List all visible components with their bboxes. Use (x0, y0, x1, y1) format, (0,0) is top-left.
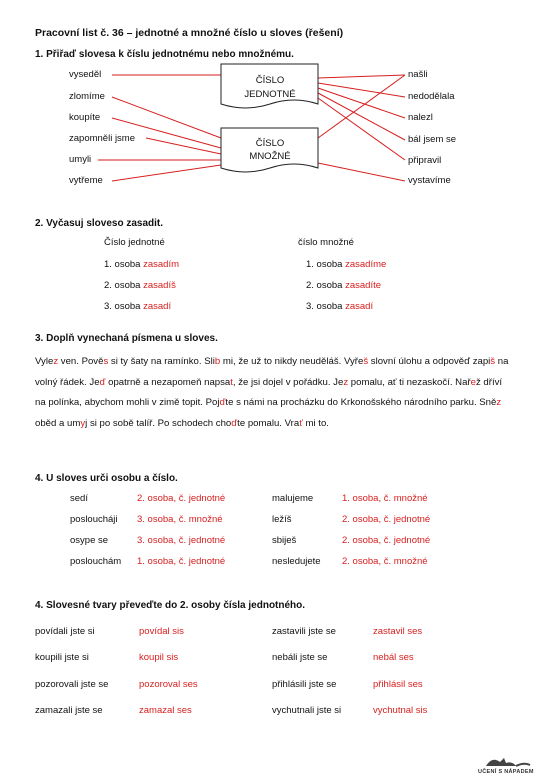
verb: sbiješ (272, 535, 297, 546)
line-nasli (318, 75, 405, 78)
right-verb: nalezl (408, 112, 433, 123)
answer: povídal sis (139, 626, 184, 637)
paragraph-text: ven. Pově (58, 356, 104, 367)
paragraph-text: slovní úlohu a odpověď zapi (368, 356, 491, 367)
filled-letter: e (470, 376, 476, 388)
paragraph-text: ž dříví na polínka, abychom mohli v zimě topit. Poj (35, 376, 503, 408)
conj-row: 1. osoba zasadíme (306, 259, 387, 270)
verb: nesledujete (272, 556, 321, 567)
left-verb: zapomněli jsme (69, 133, 135, 144)
answer: pozoroval ses (139, 679, 198, 690)
filled-letter: z (53, 356, 59, 367)
filled-letter: š (490, 356, 496, 367)
answer: 1. osoba, č. množné (342, 493, 428, 504)
conj-row: 3. osoba zasadí (104, 301, 172, 312)
filled-letter: ď (99, 376, 106, 388)
answer: 2. osoba, č. množné (342, 556, 428, 567)
plural-header: číslo množné (298, 237, 354, 248)
answer: koupil sis (139, 652, 179, 663)
line-nedodelala (318, 83, 405, 97)
answer: zamazal ses (139, 705, 192, 716)
paragraph-text: pomalu, ať ti nezaskočí. Nař (348, 376, 471, 388)
right-verb: připravil (408, 155, 442, 166)
filled-letter: y (80, 417, 86, 429)
verb: zamazali jste se (35, 705, 103, 716)
filled-letter: š (363, 356, 369, 367)
verb: přihlásili jste se (272, 679, 337, 690)
left-verb: koupíte (69, 112, 101, 123)
line-bal (318, 93, 405, 140)
right-verb: nedodělala (408, 91, 455, 102)
paragraph-text: si ty šaty na ramínko. Sli (108, 356, 215, 367)
filled-letter: t (230, 376, 233, 388)
answer: 1. osoba, č. jednotné (137, 556, 226, 567)
verb: povídali jste si (35, 626, 95, 637)
logo-text: UČENÍ S NÁPADEM (478, 769, 534, 775)
filled-letter: z (343, 376, 349, 388)
filled-letter: ď (219, 397, 226, 408)
logo (478, 752, 538, 778)
answer: zastavil ses (373, 626, 423, 637)
exercise-5-heading: 4. Slovesné tvary převeďte do 2. osoby čísla jednotného. (35, 600, 306, 611)
filled-letter: z (496, 397, 502, 408)
verb: osype se (70, 535, 109, 546)
answer: 2. osoba, č. jednotné (137, 493, 226, 504)
exercise-2-heading: 2. Vyčasuj sloveso zasadit. (35, 218, 164, 229)
conj-row: 3. osoba zasadí (306, 301, 374, 312)
singular-box (221, 64, 318, 108)
left-verb: vytřeme (69, 175, 103, 186)
right-verb: vystavíme (408, 175, 451, 186)
answer: 2. osoba, č. jednotné (342, 535, 431, 546)
verb: zastavili jste se (272, 626, 336, 637)
answer: zasadíš (143, 280, 176, 291)
answer: zasadí (345, 301, 374, 312)
filled-letter: ť (299, 417, 303, 429)
right-verb: bál jsem se (408, 134, 457, 145)
conj-row: 2. osoba zasadíte (306, 280, 382, 291)
verb: vychutnali jste si (272, 705, 342, 716)
answer: vychutnal sis (373, 705, 428, 716)
verb: ležíš (272, 514, 292, 525)
paragraph-text: Vyle (35, 356, 54, 367)
verb: sedí (70, 493, 88, 504)
line-vytreme (112, 165, 221, 181)
answer: 3. osoba, č. množné (137, 514, 223, 525)
plural-box-line2: MNOŽNÉ (249, 151, 291, 162)
plural-box-line1: ČÍSLO (255, 138, 285, 149)
page-title: Pracovní list č. 36 – jednotné a množné číslo u sloves (řešení) (35, 27, 344, 39)
paragraph-text: oběd a um (35, 417, 81, 429)
answer: nebál ses (373, 652, 414, 663)
exercise-3-heading: 3. Doplň vynechaná písmena u sloves. (35, 333, 218, 344)
answer: zasadí (143, 301, 172, 312)
paragraph-text: na volný řádek. Je (35, 356, 509, 388)
answer: zasadíte (345, 280, 382, 291)
left-verb: umyli (69, 154, 92, 165)
verb: koupili jste si (35, 652, 89, 663)
paragraph-text: te pomalu. Vra (237, 417, 300, 429)
paragraph-text: mi to. (302, 417, 329, 429)
answer: 2. osoba, č. jednotné (342, 514, 431, 525)
answer: přihlásil ses (373, 679, 423, 690)
verb: malujeme (272, 493, 314, 504)
answer: zasadím (143, 259, 179, 270)
exercise-1-heading: 1. Přiřaď slovesa k číslu jednotnému nebo množnému. (35, 49, 294, 60)
singular-box-line2: JEDNOTNÉ (244, 89, 296, 100)
fill-in-paragraph (35, 352, 513, 434)
paragraph-text: , že jsi dojel v pořádku. Je (232, 376, 344, 388)
paragraph-text: j si po sobě talíř. Po schodech cho (85, 417, 232, 429)
verb: pozorovali jste se (35, 679, 109, 690)
line-zlomime (112, 97, 221, 138)
fox-logo-icon (478, 752, 538, 770)
filled-letter: b (214, 356, 221, 367)
left-verb: zlomíme (69, 91, 105, 102)
right-verb: našli (408, 69, 428, 80)
filled-letter: ď (231, 417, 238, 429)
line-zapomneli (146, 138, 221, 154)
verb: poslouchám (70, 556, 122, 567)
paragraph-text: mi, že už to nikdy neuděláš. Vyře (220, 356, 364, 367)
left-verb: vyseděl (69, 69, 102, 80)
line-vystavime (318, 163, 405, 181)
filled-letter: s (103, 356, 109, 367)
answer: 3. osoba, č. jednotné (137, 535, 226, 546)
verb: nebáli jste se (272, 652, 328, 663)
conj-row: 1. osoba zasadím (104, 259, 179, 270)
plural-box (221, 128, 318, 172)
line-nalezl (318, 88, 405, 118)
exercise-4-heading: 4. U sloves urči osobu a číslo. (35, 473, 178, 484)
singular-header: Číslo jednotné (104, 237, 165, 248)
paragraph-text: te s námi na procházku do Krkonošského národního parku. Sně (225, 397, 497, 408)
conj-row: 2. osoba zasadíš (104, 280, 176, 291)
singular-box-line1: ČÍSLO (255, 75, 285, 86)
answer: zasadíme (345, 259, 387, 270)
paragraph-text: opatrně a nezapomeň napsa (105, 376, 231, 388)
verb: posloucháji (70, 514, 118, 525)
